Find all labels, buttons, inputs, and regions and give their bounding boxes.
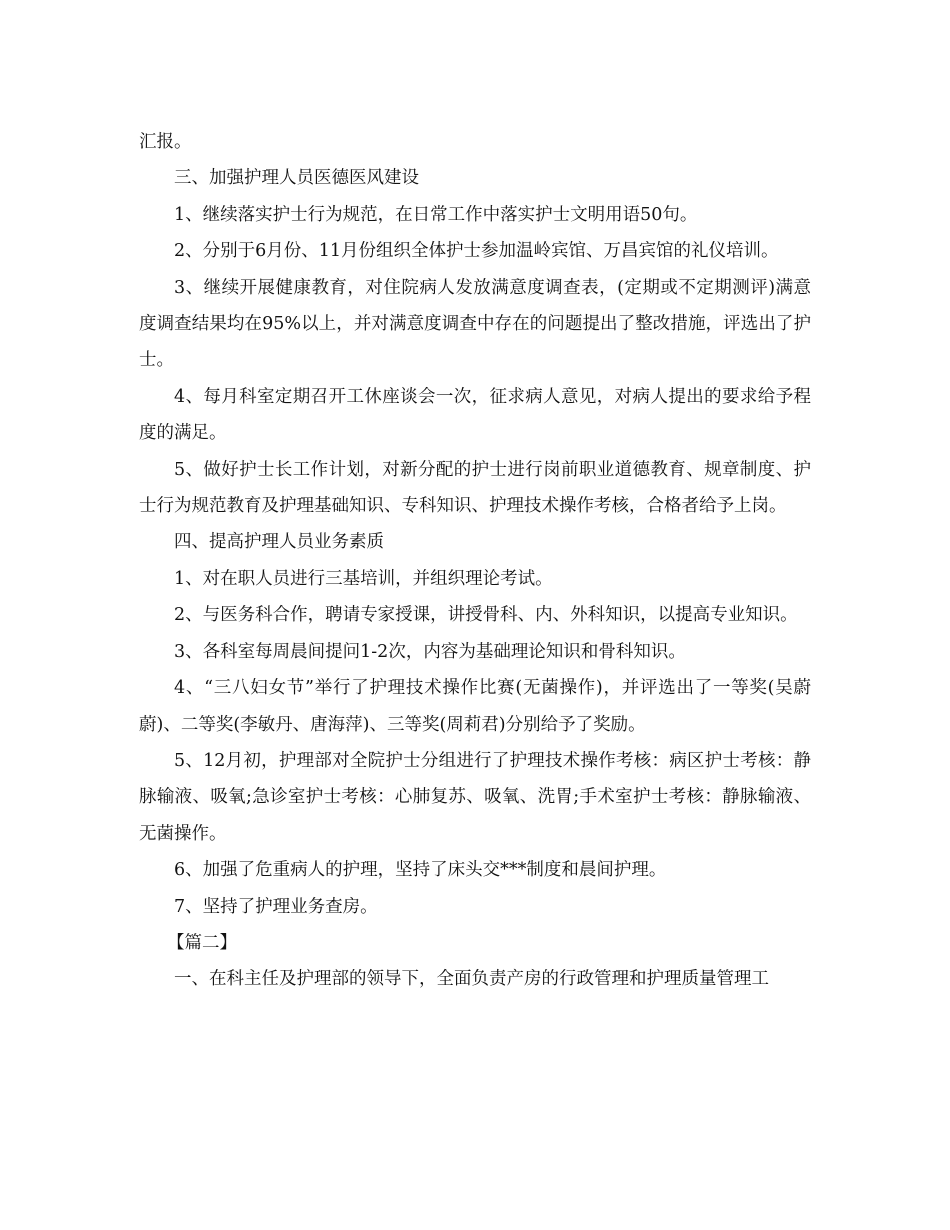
list-item: 2、与医务科合作，聘请专家授课，讲授骨科、内、外科知识，以提高专业知识。: [174, 605, 798, 626]
part-heading: 【篇二】: [167, 932, 237, 953]
list-item: 7、坚持了护理业务查房。: [174, 896, 378, 917]
list-item: 2、分别于6月份、11月份组织全体护士参加温岭宾馆、万昌宾馆的礼仪培训。: [174, 241, 779, 262]
list-item: 5、12月初，护理部对全院护士分组进行了护理技术操作考核：病区护士考核：静脉输液、吸氧;急诊室护士考核：心肺复苏、吸氧、洗胃;手术室护士考核：静脉输液、无菌操作。: [139, 750, 811, 844]
list-item: 1、继续落实护士行为规范，在日常工作中落实护士文明用语50句。: [174, 204, 698, 225]
list-item: 5、做好护士长工作计划，对新分配的护士进行岗前职业道德教育、规章制度、护士行为规范教育及护理基础知识、专科知识、护理技术操作考核，合格者给予上岗。: [139, 459, 811, 517]
list-item: 4、每月科室定期召开工休座谈会一次，征求病人意见，对病人提出的要求给予程度的满足。: [139, 386, 811, 444]
list-item: 6、加强了危重病人的护理，坚持了床头交***制度和晨间护理。: [174, 860, 667, 881]
document-body: [139, 124, 811, 998]
section-heading-3: 三、加强护理人员医德医风建设: [174, 168, 419, 189]
list-item: 3、各科室每周晨间提问1-2次，内容为基础理论知识和骨科知识。: [174, 641, 686, 662]
paragraph-continuation: 汇报。: [139, 132, 192, 152]
list-item: 3、继续开展健康教育，对住院病人发放满意度调查表，(定期或不定期测评)满意度调查结果均在95%以上，并对满意度调查中存在的问题提出了整改措施，评选出了护士。: [139, 277, 811, 371]
list-item: 1、对在职人员进行三基培训，并组织理论考试。: [174, 568, 553, 589]
list-item: 4、“三八妇女节”举行了护理技术操作比赛(无菌操作)，并评选出了一等奖(吴蔚蔚)、二等奖(李敏丹、唐海萍)、三等奖(周莉君)分别给予了奖励。: [139, 678, 811, 735]
paragraph: 一、在科主任及护理部的领导下，全面负责产房的行政管理和护理质量管理工: [174, 969, 769, 990]
section-heading-4: 四、提高护理人员业务素质: [174, 532, 384, 553]
